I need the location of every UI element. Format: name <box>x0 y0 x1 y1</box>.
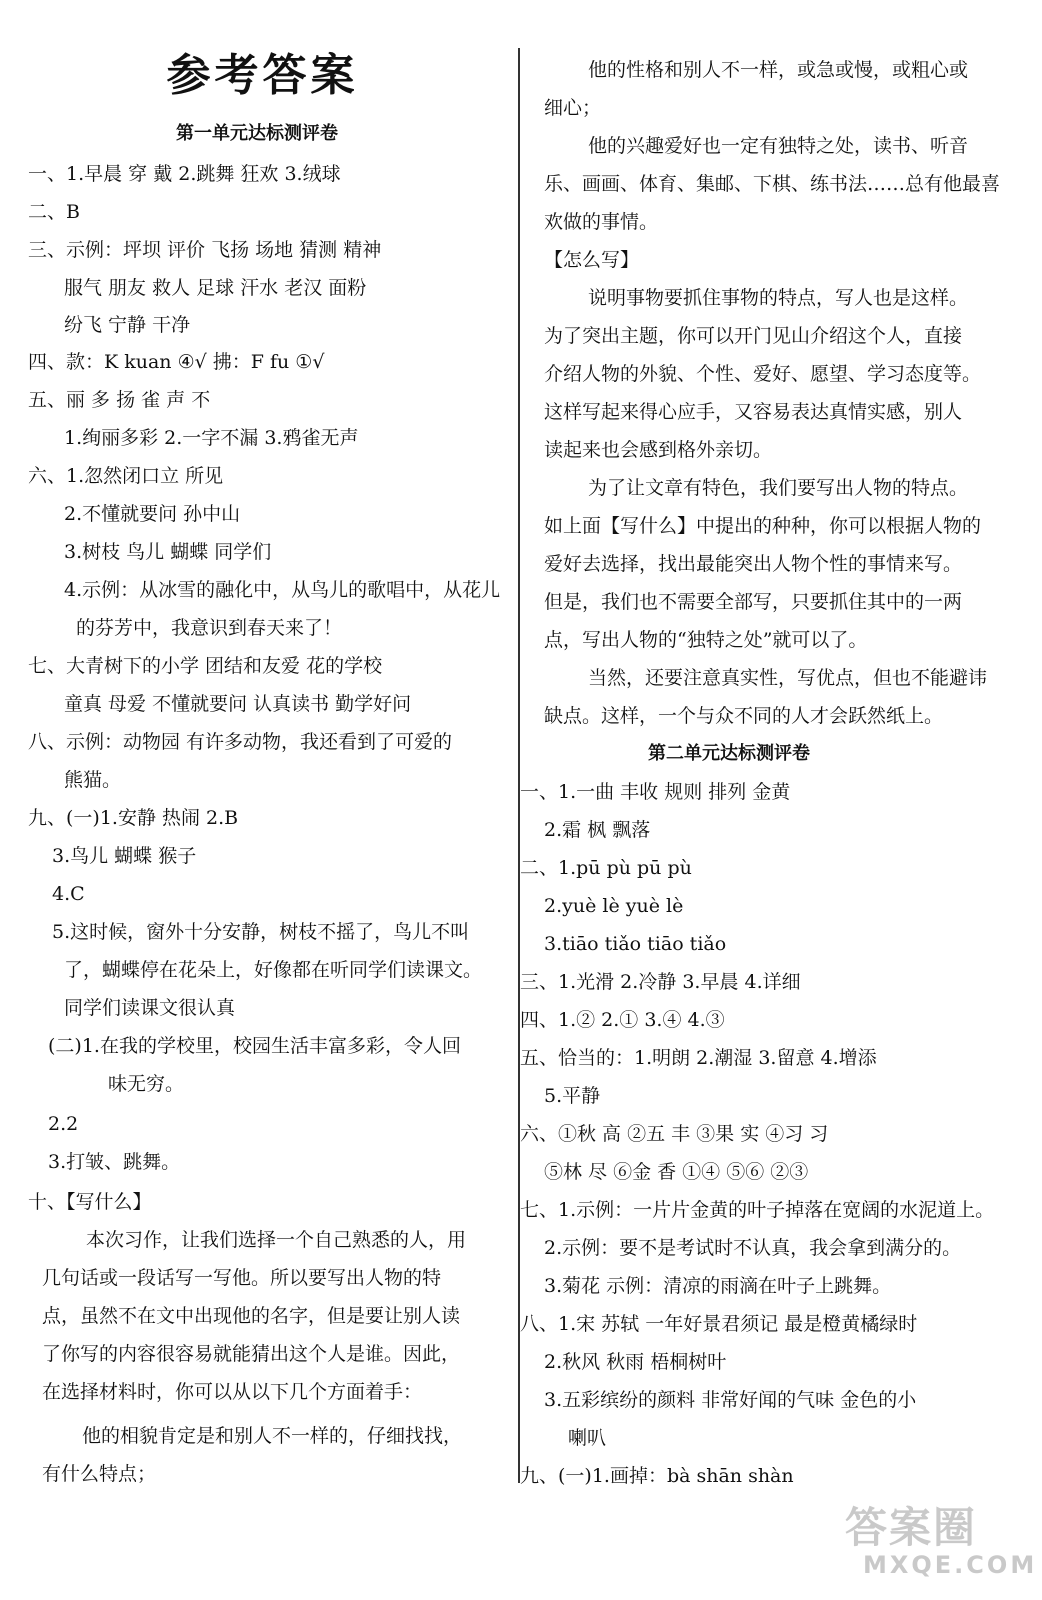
answer-line: 二、B <box>28 201 80 223</box>
answer-line: 1.绚丽多彩 2.一字不漏 3.鸦雀无声 <box>64 427 359 449</box>
answer-line: 一、1.一曲 丰收 规则 排列 金黄 <box>520 781 791 803</box>
page-title: 参考答案 <box>166 50 359 101</box>
answer-line: 本次习作，让我们选择一个自己熟悉的人，用 <box>86 1229 467 1251</box>
answer-line: 味无穷。 <box>108 1073 185 1095</box>
answer-line: 3.菊花 示例：清凉的雨滴在叶子上跳舞。 <box>544 1275 892 1297</box>
section-heading: 第二单元达标测评卷 <box>648 743 810 764</box>
answer-line: 4.C <box>52 883 85 905</box>
answer-line: 2.示例：要不是考试时不认真，我会拿到满分的。 <box>544 1237 962 1259</box>
answer-line: 欢做的事情。 <box>544 211 659 233</box>
answer-line: 3.打皱、跳舞。 <box>48 1151 181 1173</box>
answer-line: (二)1.在我的学校里，校园生活丰富多彩，令人回 <box>48 1035 461 1057</box>
answer-line: 5.平静 <box>544 1085 601 1107</box>
answer-line: 3.tiāo tiǎo tiāo tiǎo <box>544 933 727 955</box>
answer-line: 3.鸟儿 蝴蝶 猴子 <box>52 845 197 867</box>
answer-line: 五、丽 多 扬 雀 声 不 <box>28 389 211 411</box>
answer-line: 他的相貌肯定是和别人不一样的，仔细找找， <box>82 1425 463 1447</box>
answer-line: 纷飞 宁静 干净 <box>64 314 191 336</box>
answer-line: 几句话或一段话写一写他。所以要写出人物的特 <box>42 1267 442 1289</box>
answer-line: 十、【写什么】 <box>28 1191 152 1213</box>
answer-line: 他的性格和别人不一样，或急或慢，或粗心或 <box>588 59 969 81</box>
answer-line: 的芬芳中，我意识到春天来了！ <box>76 617 343 639</box>
answer-line: 说明事物要抓住事物的特点，写人也是这样。 <box>588 287 969 309</box>
answer-line: 如上面【写什么】中提出的种种，你可以根据人物的 <box>544 515 982 537</box>
watermark-text-top: 答案圈 <box>845 1503 978 1552</box>
answer-line: 九、(一)1.画掉：bà shān shàn <box>520 1465 794 1487</box>
answer-line: 七、大青树下的小学 团结和友爱 花的学校 <box>28 655 383 677</box>
answer-line: 4.示例：从冰雪的融化中，从鸟儿的歌唱中，从花儿 <box>64 579 501 601</box>
answer-line: 喇叭 <box>568 1427 607 1449</box>
answer-line: 2.不懂就要问 孙中山 <box>64 503 241 525</box>
answer-line: 了你写的内容很容易就能猜出这个人是谁。因此， <box>42 1343 461 1365</box>
answer-line: 四、款：K kuan ④√ 拂：F fu ①√ <box>28 351 325 373</box>
answer-line: 三、1.光滑 2.冷静 3.早晨 4.详细 <box>520 971 801 993</box>
section-heading: 第一单元达标测评卷 <box>176 123 338 144</box>
answer-line: 3.五彩缤纷的颜料 非常好闻的气味 金色的小 <box>544 1389 917 1411</box>
answer-line: 同学们读课文很认真 <box>64 997 236 1019</box>
answer-line: 2.yuè lè yuè lè <box>544 895 684 917</box>
answer-line: 八、示例：动物园 有许多动物，我还看到了可爱的 <box>28 731 453 753</box>
answer-line: 六、1.忽然闭口立 所见 <box>28 465 224 487</box>
answer-line: 2.霜 枫 飘落 <box>544 819 651 841</box>
answer-line: 2.秋风 秋雨 梧桐树叶 <box>544 1351 727 1373</box>
answer-line: 5.这时候，窗外十分安静，树枝不摇了，鸟儿不叫 <box>52 921 470 943</box>
answer-line: 熊猫。 <box>64 769 122 791</box>
answer-line: 八、1.宋 苏轼 一年好景君须记 最是橙黄橘绿时 <box>520 1313 918 1335</box>
answer-line: 了，蝴蝶停在花朵上，好像都在听同学们读课文。 <box>64 959 483 981</box>
answer-line: 2.2 <box>48 1113 79 1135</box>
answer-line: 七、1.示例：一片片金黄的叶子掉落在宽阔的水泥道上。 <box>520 1199 995 1221</box>
answer-line: 但是，我们也不需要全部写，只要抓住其中的一两 <box>544 591 963 613</box>
answer-line: 四、1.② 2.① 3.④ 4.③ <box>520 1009 725 1031</box>
answer-line: 五、恰当的：1.明朗 2.潮湿 3.留意 4.增添 <box>520 1047 877 1069</box>
answer-line: 3.树枝 鸟儿 蝴蝶 同学们 <box>64 541 272 563</box>
answer-line: 他的兴趣爱好也一定有独特之处，读书、听音 <box>588 135 969 157</box>
answer-line: 三、示例：坪坝 评价 飞扬 场地 猜测 精神 <box>28 239 382 261</box>
answer-line: 六、①秋 高 ②五 丰 ③果 实 ④习 习 <box>520 1123 829 1145</box>
answer-line: 缺点。这样，一个与众不同的人才会跃然纸上。 <box>544 705 944 727</box>
answer-line: 介绍人物的外貌、个性、爱好、愿望、学习态度等。 <box>544 363 982 385</box>
answer-line: ⑤林 尽 ⑥金 香 ①④ ⑤⑥ ②③ <box>544 1161 809 1183</box>
answer-line: 读起来也会感到格外亲切。 <box>544 439 773 461</box>
answer-line: 为了突出主题，你可以开门见山介绍这个人，直接 <box>544 325 963 347</box>
answer-line: 为了让文章有特色，我们要写出人物的特点。 <box>588 477 969 499</box>
answer-line: 当然，还要注意真实性，写优点，但也不能避讳 <box>588 667 988 689</box>
answer-line: 爱好去选择，找出最能突出人物个性的事情来写。 <box>544 553 963 575</box>
answer-line: 一、1.早晨 穿 戴 2.跳舞 狂欢 3.绒球 <box>28 163 341 185</box>
answer-line: 【怎么写】 <box>544 249 640 271</box>
answer-line: 乐、画画、体育、集邮、下棋、练书法……总有他最喜 <box>544 173 1001 195</box>
answer-line: 点，虽然不在文中出现他的名字，但是要让别人读 <box>42 1305 461 1327</box>
answer-line: 这样写起来得心应手，又容易表达真情实感，别人 <box>544 401 963 423</box>
answer-line: 点，写出人物的“独特之处”就可以了。 <box>544 629 868 651</box>
answer-line: 九、(一)1.安静 热闹 2.B <box>28 807 239 829</box>
answer-line: 二、1.pū pù pū pù <box>520 857 692 879</box>
answer-line: 在选择材料时，你可以从以下几个方面着手： <box>42 1381 423 1403</box>
column-divider <box>518 48 520 1483</box>
answer-line: 细心； <box>544 97 602 119</box>
watermark-logo <box>845 1503 1038 1590</box>
answer-line: 服气 朋友 救人 足球 汗水 老汉 面粉 <box>64 277 367 299</box>
answer-line: 有什么特点； <box>42 1463 157 1485</box>
watermark-text-bottom: MXQE.COM <box>863 1551 1038 1579</box>
answer-line: 童真 母爱 不懂就要问 认真读书 勤学好问 <box>64 693 412 715</box>
